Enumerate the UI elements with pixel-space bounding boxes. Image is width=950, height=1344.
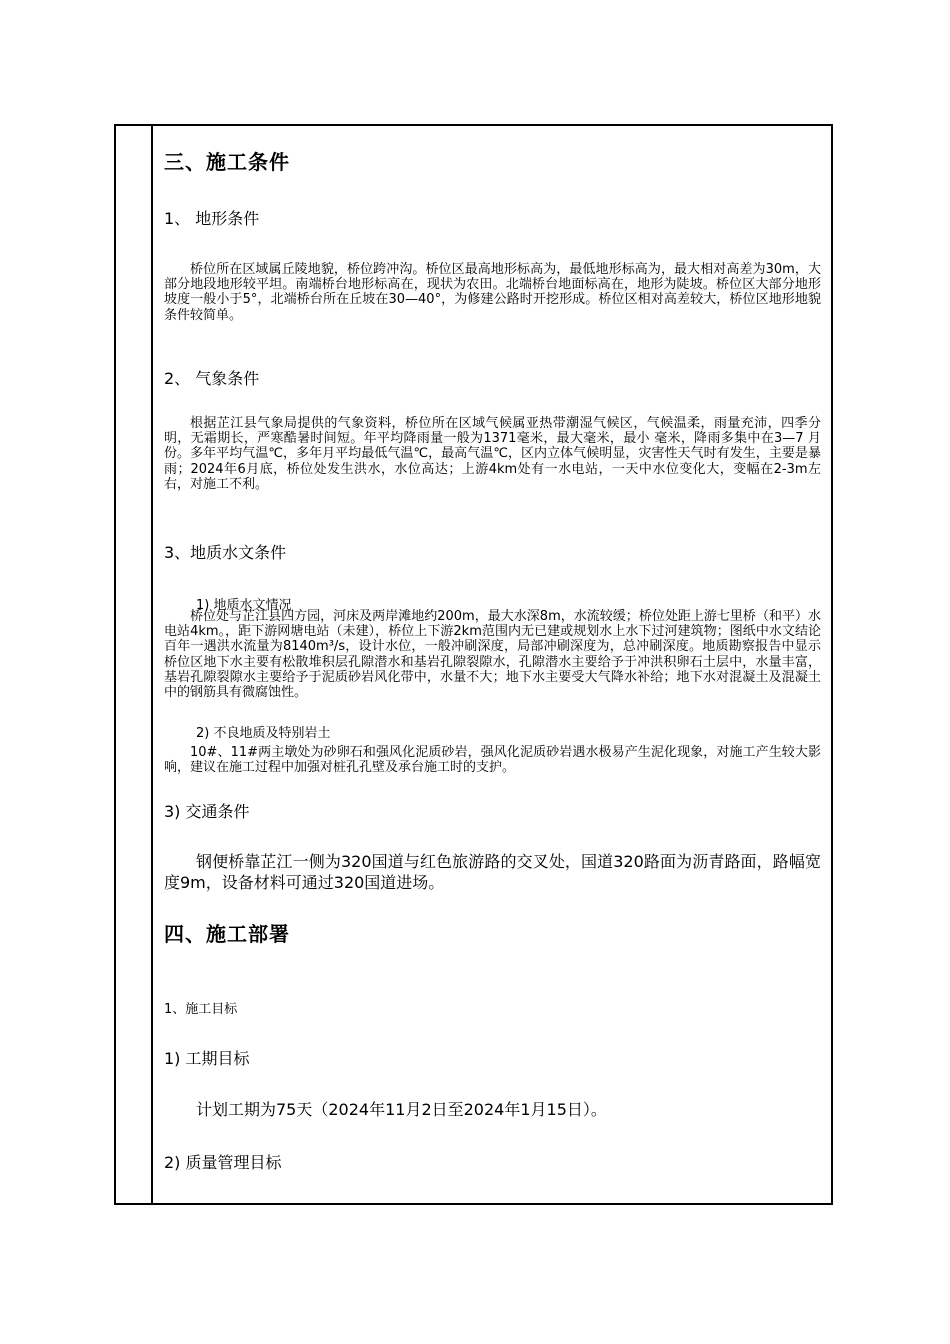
geology-sub2-title: 2) 不良地质及特别岩土 — [196, 726, 331, 741]
geology-sub1-paragraph: 桥位处与芷江县四方园，河床及两岸滩地约200m，最大水深8m，水流较缓；桥位处距上游七里桥（和平）水电站4km。，距下游网塘电站（未建），桥位上下游2km范围内无已建或规划水上水下过河建筑物；图纸中水文结论百年一遇洪水流量为8140m³/s，设计水位，一般冲刷深度，局部冲刷深度为，总冲刷深度。地质勘察报告中显示桥位区地下水主要有松散堆积层孔隙潜水和基岩孔隙裂隙水，孔隙潜水主要给予于冲洪积卵石土层中，水量丰富，基岩孔隙裂隙水主要给予于泥质砂岩风化带中，水量不大；地下水主要受大气降水补给；地下水对混凝土及混凝土中的钢筋具有微腐蚀性。 — [164, 609, 821, 701]
schedule-paragraph: 计划工期为75天（2024年11月2日至2024年1月15日）。 — [196, 1100, 607, 1119]
section-4-title: 四、施工部署 — [164, 922, 290, 946]
document-table — [114, 124, 833, 1205]
weather-paragraph: 根据芷江县气象局提供的气象资料，桥位所在区域气候属亚热带潮湿气候区，气候温柔，雨量充沛，四季分明，无霜期长，严寒酷暑时间短。年平均降雨量一般为1371毫米，最大毫米，最小 毫米，降雨多集中在3—7 月份。多年平均气温℃，多年月平均最低气温℃，最高气温℃，区内立体气候明显，灾害性天气时有发生，主要是暴雨；2024年6月底，桥位处发生洪水，水位高达；上游4km处有一水电站，一天中水位变化大，变幅在2-3m左右，对施工不利。 — [164, 416, 821, 492]
section-3-title: 三、施工条件 — [164, 150, 290, 174]
terrain-paragraph: 桥位所在区域属丘陵地貌，桥位跨冲沟。桥位区最高地形标高为，最低地形标高为，最大相对高差为30m，大部分地段地形较平坦。南端桥台地形标高在，现状为农田。北端桥台地面标高在，地形为陡坡。桥位区大部分地形坡度一般小于5°，北端桥台所在丘坡在30—40°，为修建公路时开挖形成。桥位区相对高差较大，桥位区地形地貌条件较简单。 — [164, 262, 821, 323]
traffic-heading: 3) 交通条件 — [164, 802, 250, 821]
geology-sub1-title: 1) 地质水文情况 — [196, 598, 292, 613]
weather-heading: 2、 气象条件 — [164, 369, 260, 388]
schedule-heading: 1) 工期目标 — [164, 1049, 250, 1068]
traffic-paragraph: 钢便桥靠芷江一侧为320国道与红色旅游路的交叉处，国道320路面为沥青路面，路幅宽度9m，设备材料可通过320国道进场。 — [164, 852, 821, 892]
geology-heading: 3、地质水文条件 — [164, 543, 287, 562]
quality-heading: 2) 质量管理目标 — [164, 1153, 282, 1172]
geology-sub2-paragraph: 10#、11#两主墩处为砂卵石和强风化泥质砂岩，强风化泥质砂岩遇水极易产生泥化现象，对施工产生较大影响，建议在施工过程中加强对桩孔孔壁及承台施工时的支护。 — [164, 745, 821, 776]
terrain-heading: 1、 地形条件 — [164, 209, 260, 228]
left-column — [116, 126, 153, 1203]
target-heading: 1、施工目标 — [164, 1002, 238, 1017]
